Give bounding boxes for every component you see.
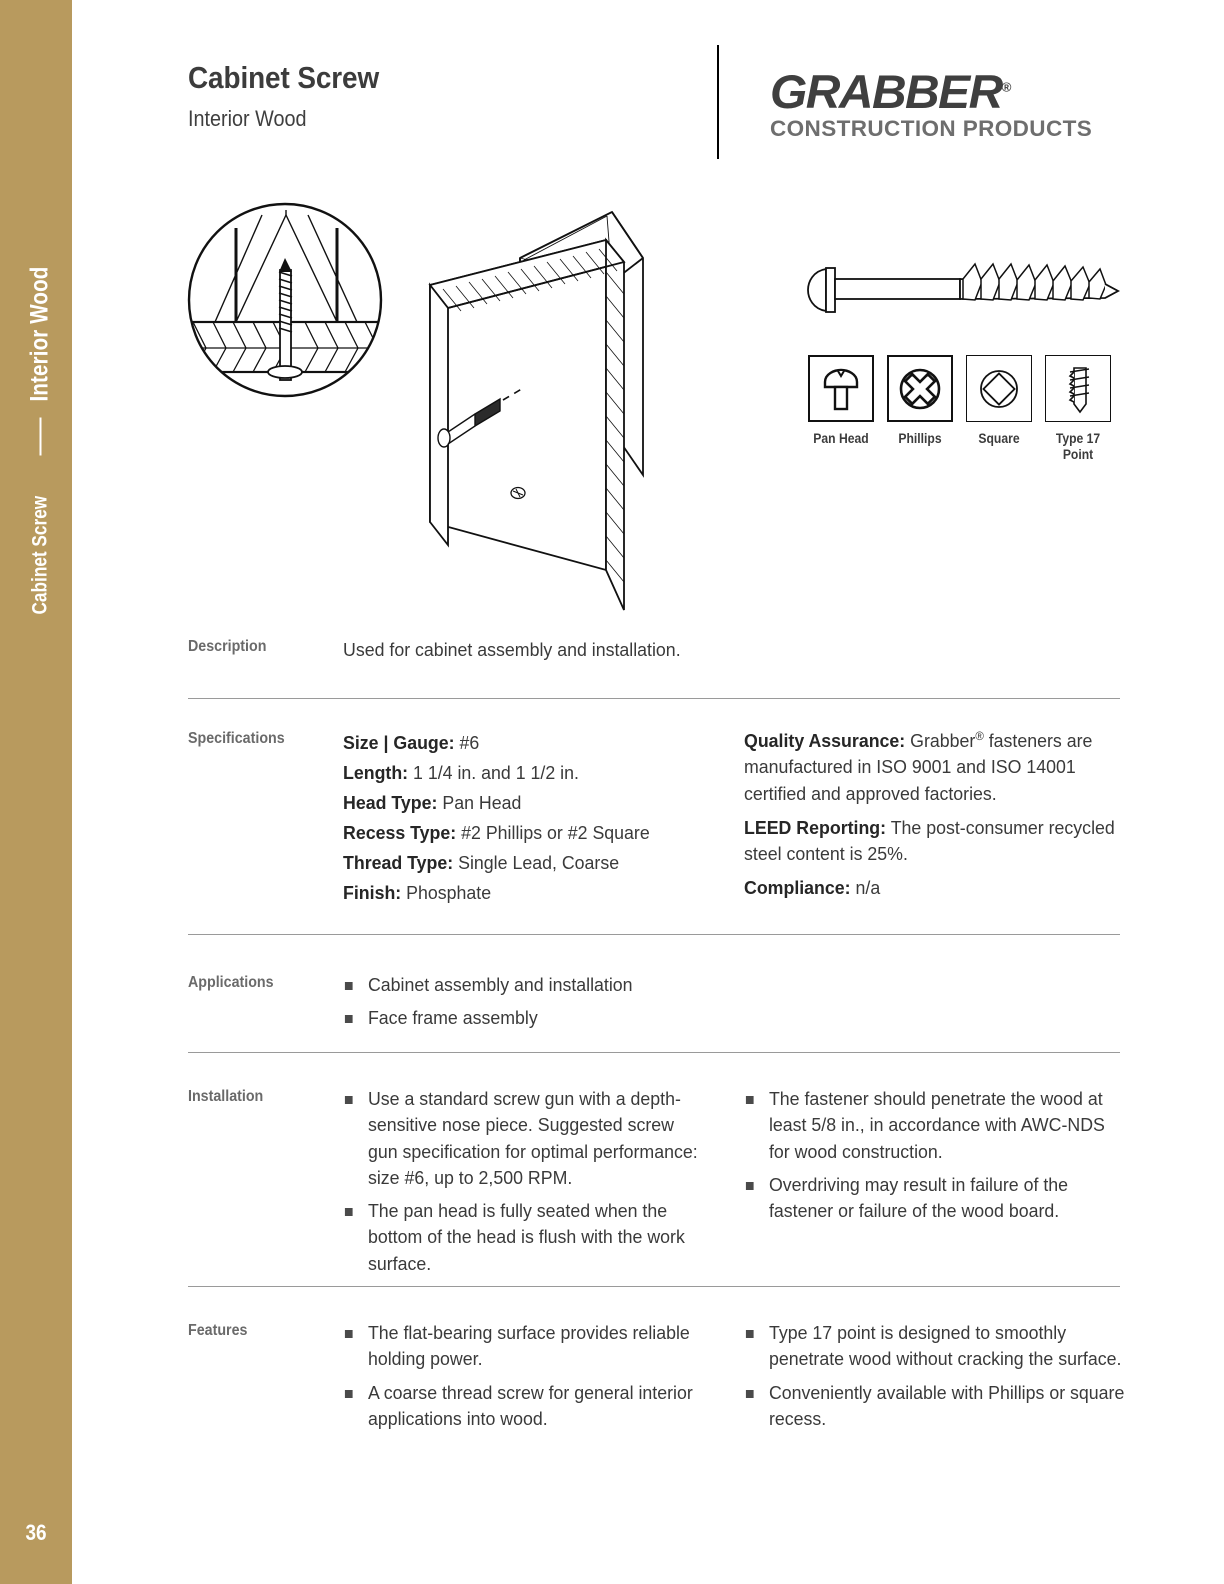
spec-value: #2 Phillips or #2 Square xyxy=(461,821,650,843)
divider-rule xyxy=(188,1286,1120,1287)
section-applications xyxy=(188,972,1120,1039)
list-item: Cabinet assembly and installation xyxy=(343,972,703,998)
description-label: Description xyxy=(188,638,267,655)
list-item: Overdriving may result in failure of the fastener or failure of the wood board. xyxy=(744,1172,1128,1225)
icon-cell-type-17 xyxy=(1045,355,1111,462)
list-item: The pan head is fully seated when the bottom of the head is flush with the work surface. xyxy=(343,1198,703,1277)
square-icon-label: Square xyxy=(978,431,1020,446)
sidebar-divider xyxy=(39,418,41,456)
sidebar-rotated-labels xyxy=(26,15,55,615)
features-label: Features xyxy=(188,1322,248,1339)
square-recess-icon xyxy=(976,366,1022,412)
square-icon-box xyxy=(966,355,1032,422)
section-description xyxy=(188,636,1120,665)
features-right-list xyxy=(744,1320,1144,1432)
sidebar xyxy=(0,0,72,1584)
list-item: A coarse thread screw for general interior applications into wood. xyxy=(343,1380,703,1433)
rule-after-installation xyxy=(188,1286,1120,1287)
pan-head-icon-box xyxy=(808,355,874,422)
spec-row xyxy=(343,818,703,848)
spec-key: Size | Gauge: xyxy=(343,732,455,753)
feature-icon-row xyxy=(808,355,1111,462)
spec-key: Thread Type: xyxy=(343,851,454,873)
section-features xyxy=(188,1320,1125,1439)
brand-logo xyxy=(770,65,1095,142)
leed-reporting-value: The post-consumer recycled steel content is 25%. xyxy=(744,816,1115,865)
cross-section-circle xyxy=(189,204,381,396)
isometric-panel xyxy=(430,212,643,610)
list-item: Face frame assembly xyxy=(343,1005,703,1031)
quality-assurance-row xyxy=(744,728,1128,807)
rule-after-specifications xyxy=(188,934,1120,935)
compliance-row xyxy=(744,875,1128,901)
spec-key: Length: xyxy=(343,761,409,783)
spec-row xyxy=(343,848,703,878)
phillips-icon xyxy=(897,366,943,412)
rule-after-applications xyxy=(188,1052,1120,1053)
icon-cell-square xyxy=(966,355,1032,462)
installation-right-list xyxy=(744,1086,1144,1224)
applications-list xyxy=(343,972,718,1032)
specifications-label: Specifications xyxy=(188,730,285,747)
page-header xyxy=(188,60,400,132)
spec-value: 1 1/4 in. and 1 1/2 in. xyxy=(413,761,579,783)
spec-key: Recess Type: xyxy=(343,821,457,843)
screw-profile xyxy=(808,264,1118,312)
installation-label: Installation xyxy=(188,1088,264,1105)
registered-trademark-icon: ® xyxy=(1001,79,1012,95)
list-item: Conveniently available with Phillips or square recess. xyxy=(744,1380,1128,1433)
quality-assurance-key: Quality Assurance: xyxy=(744,730,906,752)
installation-right-column xyxy=(744,1086,1144,1284)
logo-tagline: CONSTRUCTION PRODUCTS xyxy=(770,116,1093,141)
section-installation xyxy=(188,1086,1120,1284)
applications-label: Applications xyxy=(188,974,274,991)
spec-row xyxy=(343,878,703,908)
icon-cell-pan-head xyxy=(808,355,874,462)
page-number: 36 xyxy=(25,1520,47,1545)
list-item: Type 17 point is designed to smoothly penetrate wood without cracking the surface. xyxy=(744,1320,1128,1373)
page-subtitle: Interior Wood xyxy=(188,106,307,131)
compliance-value: n/a xyxy=(855,877,881,899)
spec-key: Finish: xyxy=(343,881,402,903)
specifications-right-column xyxy=(744,728,1144,910)
list-item: Use a standard screw gun with a depth-sensitive nose piece. Suggested screw gun specification for optimal performance: size #6, up to 2,500 RPM. xyxy=(343,1086,703,1191)
cross-section-contents xyxy=(185,210,385,380)
section-specifications xyxy=(188,728,1120,910)
spec-value: Phosphate xyxy=(406,881,492,903)
spec-key: Head Type: xyxy=(343,791,438,813)
features-right-column xyxy=(744,1320,1144,1439)
spec-value: Pan Head xyxy=(442,791,522,813)
features-left-column xyxy=(343,1320,718,1439)
applications-list-column xyxy=(343,972,718,1039)
logo-brand-text: GRABBER xyxy=(770,65,1002,118)
divider-rule xyxy=(188,1052,1120,1053)
type-17-point-icon xyxy=(1056,364,1100,414)
features-left-list xyxy=(343,1320,718,1432)
spec-value: #6 xyxy=(459,732,480,753)
icon-cell-phillips xyxy=(887,355,953,462)
header-vertical-divider xyxy=(717,45,719,159)
type-17-point-icon-label: Type 17 Point xyxy=(1055,431,1101,462)
leed-reporting-row xyxy=(744,815,1128,868)
specifications-left-column xyxy=(343,728,718,910)
description-text: Used for cabinet assembly and installation. xyxy=(343,639,681,660)
compliance-key: Compliance: xyxy=(744,877,851,899)
installation-left-column xyxy=(343,1086,718,1284)
phillips-icon-box xyxy=(887,355,953,422)
list-item: The fastener should penetrate the wood at least 5/8 in., in accordance with AWC-NDS for wood construction. xyxy=(744,1086,1128,1165)
type-17-point-icon-box xyxy=(1045,355,1111,422)
spec-row xyxy=(343,728,703,758)
divider-rule xyxy=(188,698,1120,699)
sidebar-secondary-label: Cabinet Screw xyxy=(28,495,51,615)
spec-row xyxy=(343,788,703,818)
phillips-icon-label: Phillips xyxy=(898,431,942,446)
pan-head-icon xyxy=(818,365,864,413)
pan-head-icon-label: Pan Head xyxy=(813,431,869,446)
page-title: Cabinet Screw xyxy=(188,60,380,95)
quality-assurance-value: Grabber® fasteners are manufactured in ISO 9001 and ISO 14001 certified and approved factories. xyxy=(744,729,1093,804)
logo-brand-name xyxy=(770,65,1102,118)
spec-row xyxy=(343,758,703,788)
divider-rule xyxy=(188,934,1120,935)
rule-after-description xyxy=(188,698,1120,699)
spec-value: Single Lead, Coarse xyxy=(458,851,620,873)
leed-reporting-key: LEED Reporting: xyxy=(744,816,887,838)
installation-left-list xyxy=(343,1086,718,1277)
list-item: The flat-bearing surface provides reliable holding power. xyxy=(343,1320,703,1373)
sidebar-primary-label: Interior Wood xyxy=(25,266,54,402)
